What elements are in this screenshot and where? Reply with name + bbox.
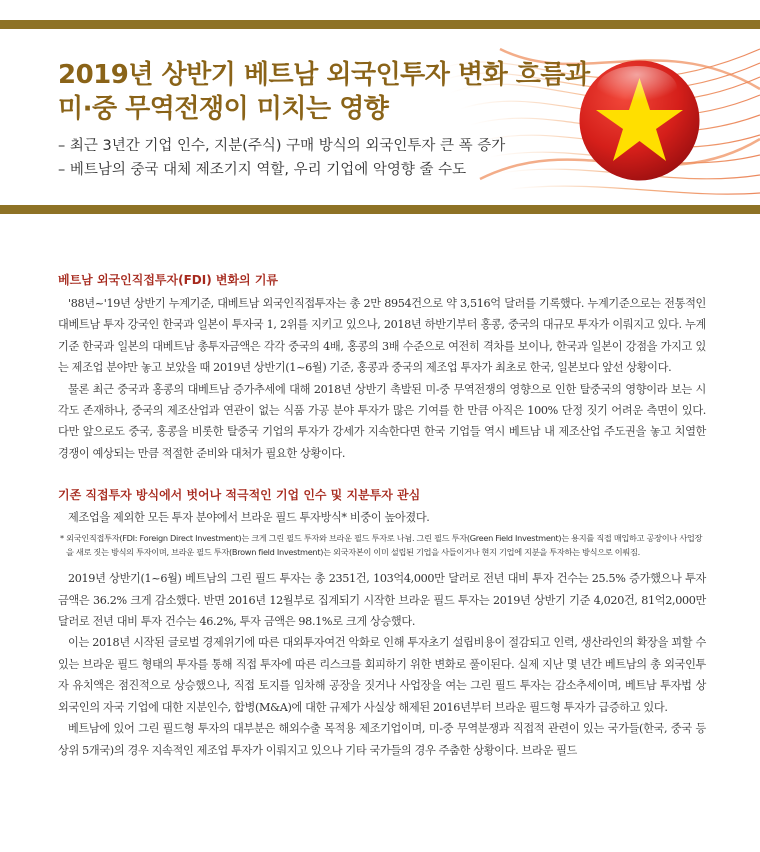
section1-paragraph-2: 물론 최근 중국과 홍콩의 대베트남 증가추세에 대해 2018년 상반기 촉발된 미-중 무역전쟁의 영향으로 인한 탈중국의 영향이라 보는 시각도 존재하나, 중국의 제조산업과 연관이 없는 식품 가공 분야 투자가 많은 기여를 한 만큼 아직은 100% 단정 짓기 어려운 측면이 있다. 다만 앞으로도 중국, 홍콩을 비롯한 탈중국 기업의 투자가 강세가 지속한다면 한국 기업들 역시 베트남 내 제조산업 주도권을 놓고 치열한 경쟁이 예상되는 만큼 적절한 준비와 대처가 필요한 상황이다. <box>58 382 706 460</box>
section2-heading: 기존 직접투자 방식에서 벗어나 적극적인 기업 인수 및 지분투자 관심 <box>58 488 421 503</box>
section1-paragraph-1: '88년~'19년 상반기 누계기준, 대베트남 외국인직접투자는 총 2만 8954건으로 약 3,516억 달러를 기록했다. 누계기준으로는 전통적인 대베트남 투자 강국인 한국과 일본이 투자국 1, 2위를 지키고 있으나, 2018년 하반기부터 홍콩, 중국의 대규모 투자가 이뤄지고 있다. 누계기준 한국과 일본의 대베트남 총투자금액은 각각 중국의 4배, 홍콩의 3배 수준으로 여전히 격차를 보이나, 한국과 일본이 강점을 가지고 있는 제조업 분야만 놓고 보았을 때 2019년 상반기(1~6월) 기준, 홍콩과 중국의 제조업 투자가 최초로 한국, 일본보다 앞선 상황이다. <box>58 297 706 375</box>
section2-paragraph-2: 이는 2018년 시작된 글로벌 경제위기에 따른 대외투자여건 악화로 인해 투자초기 설립비용이 절감되고 인력, 생산라인의 확장을 꾀할 수 있는 브라운 필드 형태의 투자를 통해 직접 투자에 따른 리스크를 회피하기 위한 변화로 풀이된다. 실제 지난 몇 년간 베트남의 총 외국인투자 유치액은 점진적으로 상승했으나, 직접 토지를 임차해 공장을 짓거나 사업장을 여는 그린 필드 투자는 감소추세이며, 베트남 투자법 상 외국인의 자국 기업에 대한 지분인수, 합병(M&A)에 대한 규제가 사실상 해제된 2016년부터 브라운 필드형 투자가 급증하고 있다. <box>58 636 706 714</box>
title-line-2: 미·중 무역전쟁이 미치는 영향 <box>58 94 389 124</box>
section2-footnote: * 외국인직접투자(FDI: Foreign Direct Investment)는 크게 그린 필드 투자와 브라운 필드 투자로 나뉨. 그린 필드 투자(Green Field Investment)는 용지를 직접 매입하고 공장이나 사업장을 새로 짓는 방식의 투자이며, 브라운 필드 투자(Brown field Investment)는 외국자본이 이미 설립된 기업을 사들이거나 현지 기업에 지분을 투자하는 방식으로 이뤄짐. <box>60 533 703 558</box>
header-bottom-band <box>0 205 760 214</box>
subtitle-2: – 베트남의 중국 대체 제조기지 역할, 우리 기업에 악영향 줄 수도 <box>58 162 467 178</box>
article-body <box>58 272 706 761</box>
section2-intro: 제조업을 제외한 모든 투자 분야에서 브라운 필드 투자방식* 비중이 높아졌다. <box>68 511 430 525</box>
section2-paragraph-3: 베트남에 있어 그린 필드형 투자의 대부분은 해외수출 목적용 제조기업이며, 미-중 무역분쟁과 직접적 관련이 있는 국가들(한국, 중국 등 상위 5개국)의 경우 지속적인 제조업 투자가 이뤄지고 있으나 기타 국가들의 경우 주춤한 상황이다. 브라운 필드 <box>58 722 706 757</box>
subtitle-list <box>58 134 578 182</box>
subtitle-1: – 최근 3년간 기업 인수, 지분(주식) 구매 방식의 외국인투자 큰 폭 증가 <box>58 138 506 154</box>
header-top-band <box>0 20 760 29</box>
title-line-1: 2019년 상반기 베트남 외국인투자 변화 흐름과 <box>58 60 590 90</box>
section1-heading: 베트남 외국인직접투자(FDI) 변화의 기류 <box>58 273 279 287</box>
header-banner <box>0 0 760 218</box>
section2-paragraph-1: 2019년 상반기(1~6월) 베트남의 그린 필드 투자는 총 2351건, 103억4,000만 달러로 전년 대비 투자 건수는 25.5% 증가했으나 투자 금액은 36.2% 크게 감소했다. 반면 2016년 12월부로 집계되기 시작한 브라운 필드 투자는 2019년 상반기 기준 4,020건, 81억2,000만 달러로 전년 대비 투자 건수는 46.2%, 투자 금액은 98.1%로 크게 상승했다. <box>58 572 706 629</box>
page-title <box>58 58 598 126</box>
